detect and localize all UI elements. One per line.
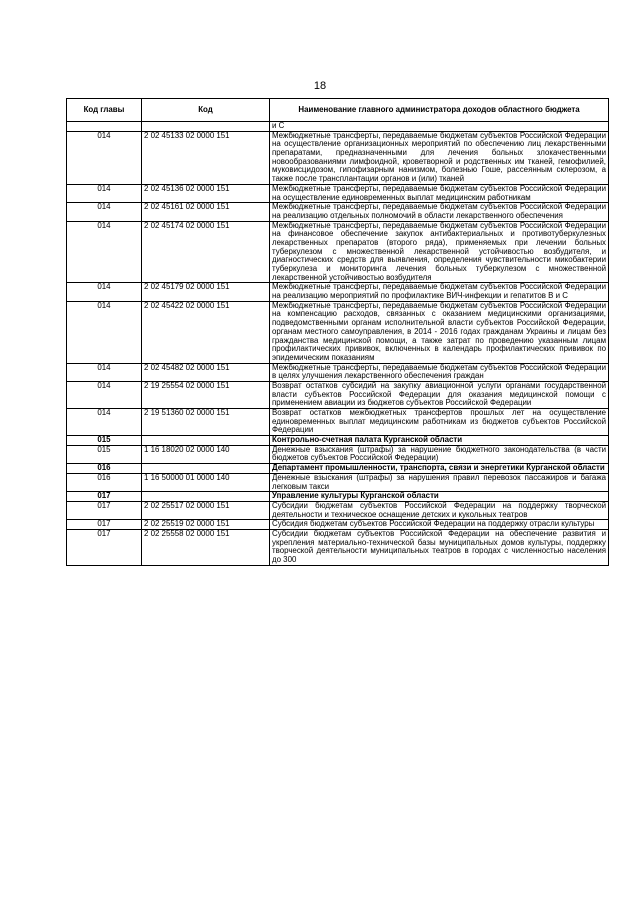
name-cell: Субсидия бюджетам субъектов Российской Федерации на поддержку отрасли культуры <box>270 520 609 530</box>
header-name: Наименование главного администратора доходов областного бюджета <box>270 99 609 122</box>
chapter-code-cell: 014 <box>67 409 142 436</box>
table-row <box>67 301 609 363</box>
name-cell: Межбюджетные трансферты, передаваемые бюджетам субъектов Российской Федерации на реализацию отдельных полномочий в области лекарственного обеспечения <box>270 203 609 221</box>
chapter-code-cell: 014 <box>67 283 142 301</box>
name-cell: Межбюджетные трансферты, передаваемые бюджетам субъектов Российской Федерации на реализацию мероприятий по профилактике ВИЧ-инфекции и гепатитов В и С <box>270 283 609 301</box>
chapter-code-cell: 016 <box>67 473 142 491</box>
code-cell: 2 02 45482 02 0000 151 <box>142 363 270 381</box>
code-cell: 2 02 45174 02 0000 151 <box>142 221 270 283</box>
code-cell <box>142 492 270 502</box>
table-row <box>67 184 609 202</box>
table-row <box>67 131 609 184</box>
code-cell <box>142 122 270 132</box>
name-cell: Возврат остатков субсидий на закупку авиационной услуги органами государственной власти субъектов Российской Федерации для оказания медицинской помощи с применением авиации из бюджетов субъектов Российской Федерации <box>270 381 609 408</box>
chapter-code-cell: 017 <box>67 520 142 530</box>
code-cell: 1 16 18020 02 0000 140 <box>142 445 270 463</box>
name-cell: и С <box>270 122 609 132</box>
table-row <box>67 520 609 530</box>
table-row <box>67 381 609 408</box>
chapter-code-cell: 014 <box>67 381 142 408</box>
name-cell: Денежные взыскания (штрафы) за нарушение бюджетного законодательства (в части бюджетов субъектов Российской Федерации) <box>270 445 609 463</box>
chapter-code-cell: 016 <box>67 464 142 474</box>
table-row <box>67 529 609 565</box>
header-code: Код <box>142 99 270 122</box>
name-cell: Межбюджетные трансферты, передаваемые бюджетам субъектов Российской Федерации на осуществление организационных мероприятий по обеспечению лиц лекарственными препаратами, предназначенными для лечения больных злокачественными новообразованиями лимфоидной, кроветворной и родственных им тканей, гемофилией, муковисцидозом, гипофизарным нанизмом, болезнью Гоше, рассеянным склерозом, а также после трансплантации органов и (или) тканей <box>270 131 609 184</box>
table-row <box>67 473 609 491</box>
name-cell: Контрольно-счетная палата Курганской области <box>270 436 609 446</box>
table-row <box>67 445 609 463</box>
table-row <box>67 409 609 436</box>
name-cell: Возврат остатков межбюджетных трансфертов прошлых лет на осуществление единовременных выплат медицинским работникам из бюджетов субъектов Российской Федерации <box>270 409 609 436</box>
chapter-code-cell: 014 <box>67 301 142 363</box>
code-cell: 2 02 45179 02 0000 151 <box>142 283 270 301</box>
code-cell: 2 02 45133 02 0000 151 <box>142 131 270 184</box>
code-cell <box>142 436 270 446</box>
chapter-code-cell: 014 <box>67 363 142 381</box>
chapter-code-cell: 017 <box>67 501 142 519</box>
table-row <box>67 501 609 519</box>
name-cell: Межбюджетные трансферты, передаваемые бюджетам субъектов Российской Федерации в целях улучшения лекарственного обеспечения граждан <box>270 363 609 381</box>
revenue-administrators-table <box>66 98 609 566</box>
code-cell: 2 02 25519 02 0000 151 <box>142 520 270 530</box>
code-cell: 2 19 25554 02 0000 151 <box>142 381 270 408</box>
code-cell <box>142 464 270 474</box>
table-row <box>67 203 609 221</box>
table-row <box>67 221 609 283</box>
name-cell: Департамент промышленности, транспорта, связи и энергетики Курганской области <box>270 464 609 474</box>
name-cell: Межбюджетные трансферты, передаваемые бюджетам субъектов Российской Федерации на финансовое обеспечение закупок антибактериальных и противотуберкулезных лекарственных препаратов (второго ряда), применяемых при лечении больных туберкулезом с множественной лекарственной устойчивостью возбудителя, и диагностических средств для выявления, определения чувствительности микобактерии туберкулеза и мониторинга лечения больных туберкулезом с множественной лекарственной устойчивостью возбудителя <box>270 221 609 283</box>
table-header-row <box>67 99 609 122</box>
section-row <box>67 436 609 446</box>
chapter-code-cell: 014 <box>67 131 142 184</box>
section-row <box>67 464 609 474</box>
code-cell: 1 16 50000 01 0000 140 <box>142 473 270 491</box>
code-cell: 2 02 45136 02 0000 151 <box>142 184 270 202</box>
chapter-code-cell: 015 <box>67 436 142 446</box>
code-cell: 2 02 25558 02 0000 151 <box>142 529 270 565</box>
page-number: 18 <box>313 80 327 92</box>
table-body <box>67 122 609 566</box>
name-cell: Межбюджетные трансферты, передаваемые бюджетам субъектов Российской Федерации на осуществление единовременных выплат медицинским работникам <box>270 184 609 202</box>
chapter-code-cell: 014 <box>67 221 142 283</box>
name-cell: Управление культуры Курганской области <box>270 492 609 502</box>
chapter-code-cell <box>67 122 142 132</box>
chapter-code-cell: 015 <box>67 445 142 463</box>
chapter-code-cell: 017 <box>67 529 142 565</box>
chapter-code-cell: 014 <box>67 203 142 221</box>
code-cell: 2 02 45422 02 0000 151 <box>142 301 270 363</box>
section-row <box>67 492 609 502</box>
header-chapter-code: Код главы <box>67 99 142 122</box>
table-row <box>67 283 609 301</box>
chapter-code-cell: 014 <box>67 184 142 202</box>
code-cell: 2 02 25517 02 0000 151 <box>142 501 270 519</box>
code-cell: 2 19 51360 02 0000 151 <box>142 409 270 436</box>
chapter-code-cell: 017 <box>67 492 142 502</box>
name-cell: Субсидии бюджетам субъектов Российской Федерации на обеспечение развития и укрепления материально-технической базы муниципальных домов культуры, поддержку творческой деятельности муниципальных театров в городах с численностью населения до 300 <box>270 529 609 565</box>
name-cell: Субсидии бюджетам субъектов Российской Федерации на поддержку творческой деятельности и техническое оснащение детских и кукольных театров <box>270 501 609 519</box>
table-row <box>67 122 609 132</box>
table-row <box>67 363 609 381</box>
code-cell: 2 02 45161 02 0000 151 <box>142 203 270 221</box>
name-cell: Межбюджетные трансферты, передаваемые бюджетам субъектов Российской Федерации на компенсацию расходов, связанных с оказанием медицинскими организациями, подведомственными органам исполнительной власти субъектов Российской Федерации, органам местного самоуправления, в 2014 - 2016 годах гражданам Украины и лицам без гражданства медицинской помощи, а также затрат по проведению указанным лицам профилактических прививок, включенных в календарь профилактических прививок по эпидемическим показаниям <box>270 301 609 363</box>
name-cell: Денежные взыскания (штрафы) за нарушения правил перевозок пассажиров и багажа легковым такси <box>270 473 609 491</box>
